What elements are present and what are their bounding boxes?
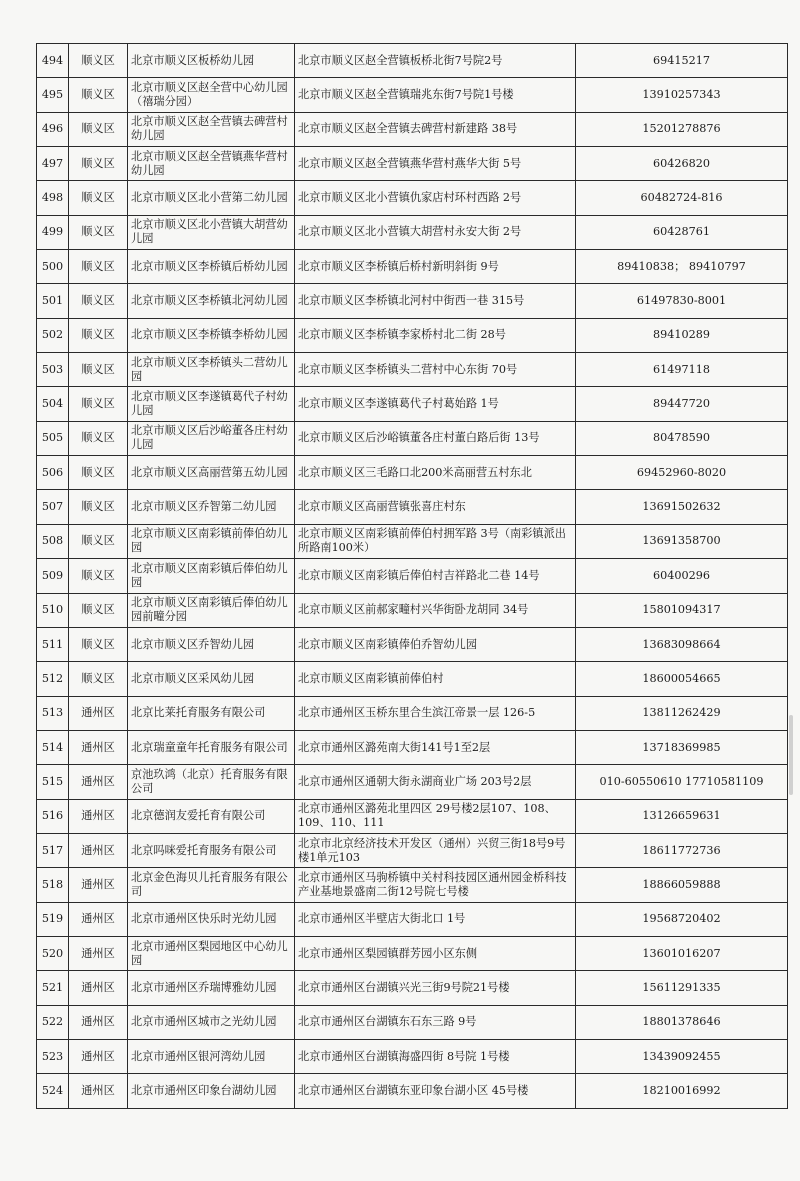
row-number: 500 — [37, 250, 69, 284]
row-number: 521 — [37, 971, 69, 1005]
address-cell: 北京市通州区台湖镇东石东三路 9号 — [295, 1005, 576, 1039]
phone-cell: 60426820 — [576, 147, 788, 181]
row-number: 519 — [37, 902, 69, 936]
row-number: 496 — [37, 112, 69, 146]
phone-cell: 89410289 — [576, 318, 788, 352]
district-cell: 顺义区 — [69, 284, 128, 318]
phone-cell: 15201278876 — [576, 112, 788, 146]
phone-cell: 13718369985 — [576, 730, 788, 764]
table-row — [37, 524, 788, 558]
row-number: 505 — [37, 421, 69, 455]
phone-cell: 60428761 — [576, 215, 788, 249]
district-cell: 通州区 — [69, 730, 128, 764]
district-cell: 顺义区 — [69, 147, 128, 181]
row-number: 524 — [37, 1074, 69, 1108]
table-row — [37, 456, 788, 490]
row-number: 516 — [37, 799, 69, 833]
table-row — [37, 112, 788, 146]
scrollbar[interactable] — [789, 715, 793, 795]
address-cell: 北京市通州区通朝大街永湖商业广场 203号2层 — [295, 765, 576, 799]
row-number: 501 — [37, 284, 69, 318]
address-cell: 北京市顺义区李桥镇头二营村中心东街 70号 — [295, 353, 576, 387]
district-cell: 顺义区 — [69, 490, 128, 524]
address-cell: 北京市顺义区赵全营镇去碑营村新建路 38号 — [295, 112, 576, 146]
table-row — [37, 593, 788, 627]
row-number: 508 — [37, 524, 69, 558]
address-cell: 北京市顺义区北小营镇大胡营村永安大街 2号 — [295, 215, 576, 249]
district-cell: 顺义区 — [69, 662, 128, 696]
row-number: 510 — [37, 593, 69, 627]
institution-name-cell: 北京市通州区梨园地区中心幼儿园 — [128, 936, 295, 970]
district-cell: 顺义区 — [69, 627, 128, 661]
table-row — [37, 44, 788, 78]
institution-name-cell: 北京市顺义区李桥镇后桥幼儿园 — [128, 250, 295, 284]
phone-cell: 13126659631 — [576, 799, 788, 833]
institution-name-cell: 北京市顺义区乔智幼儿园 — [128, 627, 295, 661]
address-cell: 北京市顺义区三毛路口北200米高丽营五村东北 — [295, 456, 576, 490]
district-cell: 顺义区 — [69, 78, 128, 112]
address-cell: 北京市通州区潞苑南大街141号1至2层 — [295, 730, 576, 764]
district-cell: 通州区 — [69, 936, 128, 970]
institution-name-cell: 京池玖鸿（北京）托育服务有限公司 — [128, 765, 295, 799]
district-cell: 顺义区 — [69, 559, 128, 593]
phone-cell: 13683098664 — [576, 627, 788, 661]
address-cell: 北京市北京经济技术开发区（通州）兴贸三街18号9号楼1单元103 — [295, 833, 576, 867]
phone-cell: 13601016207 — [576, 936, 788, 970]
table-row — [37, 662, 788, 696]
phone-cell: 15801094317 — [576, 593, 788, 627]
phone-cell: 13811262429 — [576, 696, 788, 730]
address-cell: 北京市顺义区赵全营镇燕华营村燕华大街 5号 — [295, 147, 576, 181]
table-row — [37, 833, 788, 867]
row-number: 504 — [37, 387, 69, 421]
phone-cell: 89447720 — [576, 387, 788, 421]
table-row — [37, 78, 788, 112]
table-row — [37, 765, 788, 799]
address-cell: 北京市顺义区赵全营镇瑞兆东街7号院1号楼 — [295, 78, 576, 112]
row-number: 511 — [37, 627, 69, 661]
address-cell: 北京市顺义区南彩镇前俸伯村拥军路 3号（南彩镇派出所路南100米） — [295, 524, 576, 558]
district-cell: 顺义区 — [69, 456, 128, 490]
address-cell: 北京市顺义区李遂镇葛代子村葛始路 1号 — [295, 387, 576, 421]
institution-name-cell: 北京市顺义区高丽营第五幼儿园 — [128, 456, 295, 490]
institution-name-cell: 北京市顺义区板桥幼儿园 — [128, 44, 295, 78]
row-number: 507 — [37, 490, 69, 524]
table-row — [37, 799, 788, 833]
row-number: 520 — [37, 936, 69, 970]
district-cell: 顺义区 — [69, 112, 128, 146]
address-cell: 北京市通州区台湖镇东亚印象台湖小区 45号楼 — [295, 1074, 576, 1108]
table-row — [37, 868, 788, 902]
table-row — [37, 284, 788, 318]
row-number: 512 — [37, 662, 69, 696]
district-cell: 通州区 — [69, 799, 128, 833]
phone-cell: 89410838； 89410797 — [576, 250, 788, 284]
phone-cell: 010-60550610 17710581109 — [576, 765, 788, 799]
institution-name-cell: 北京比莱托育服务有限公司 — [128, 696, 295, 730]
institution-name-cell: 北京市顺义区李遂镇葛代子村幼儿园 — [128, 387, 295, 421]
institution-name-cell: 北京瑞童童年托育服务有限公司 — [128, 730, 295, 764]
district-cell: 顺义区 — [69, 353, 128, 387]
phone-cell: 19568720402 — [576, 902, 788, 936]
district-cell: 顺义区 — [69, 318, 128, 352]
row-number: 495 — [37, 78, 69, 112]
district-cell: 顺义区 — [69, 421, 128, 455]
phone-cell: 69452960-8020 — [576, 456, 788, 490]
row-number: 515 — [37, 765, 69, 799]
row-number: 498 — [37, 181, 69, 215]
address-cell: 北京市顺义区李桥镇北河村中街西一巷 315号 — [295, 284, 576, 318]
phone-cell: 60400296 — [576, 559, 788, 593]
table-row — [37, 250, 788, 284]
institution-name-cell: 北京市顺义区赵全营镇燕华营村幼儿园 — [128, 147, 295, 181]
phone-cell: 69415217 — [576, 44, 788, 78]
institution-name-cell: 北京市顺义区李桥镇李桥幼儿园 — [128, 318, 295, 352]
address-cell: 北京市通州区梨园镇群芳园小区东侧 — [295, 936, 576, 970]
kindergarten-table — [36, 43, 788, 1109]
district-cell: 顺义区 — [69, 250, 128, 284]
phone-cell: 15611291335 — [576, 971, 788, 1005]
district-cell: 顺义区 — [69, 524, 128, 558]
table-row — [37, 1005, 788, 1039]
institution-name-cell: 北京市顺义区赵全营镇去碑营村幼儿园 — [128, 112, 295, 146]
phone-cell: 13691502632 — [576, 490, 788, 524]
row-number: 509 — [37, 559, 69, 593]
table-row — [37, 215, 788, 249]
row-number: 506 — [37, 456, 69, 490]
district-cell: 通州区 — [69, 765, 128, 799]
institution-name-cell: 北京市通州区银河湾幼儿园 — [128, 1039, 295, 1073]
address-cell: 北京市通州区马驹桥镇中关村科技园区通州园金桥科技产业基地景盛南二街12号院七号楼 — [295, 868, 576, 902]
institution-name-cell: 北京市顺义区北小营第二幼儿园 — [128, 181, 295, 215]
district-cell: 通州区 — [69, 902, 128, 936]
address-cell: 北京市顺义区南彩镇俸伯乔智幼儿园 — [295, 627, 576, 661]
row-number: 513 — [37, 696, 69, 730]
table-body — [37, 44, 788, 1109]
address-cell: 北京市通州区台湖镇海盛四街 8号院 1号楼 — [295, 1039, 576, 1073]
table-row — [37, 490, 788, 524]
phone-cell: 18611772736 — [576, 833, 788, 867]
institution-name-cell: 北京吗咪爱托育服务有限公司 — [128, 833, 295, 867]
institution-name-cell: 北京市通州区印象台湖幼儿园 — [128, 1074, 295, 1108]
address-cell: 北京市顺义区高丽营镇张喜庄村东 — [295, 490, 576, 524]
table-row — [37, 421, 788, 455]
institution-name-cell: 北京市顺义区南彩镇后俸伯幼儿园 — [128, 559, 295, 593]
table-row — [37, 1039, 788, 1073]
district-cell: 顺义区 — [69, 44, 128, 78]
address-cell: 北京市顺义区李桥镇李家桥村北二街 28号 — [295, 318, 576, 352]
institution-name-cell: 北京市顺义区南彩镇后俸伯幼儿园前疃分园 — [128, 593, 295, 627]
row-number: 499 — [37, 215, 69, 249]
address-cell: 北京市通州区潞苑北里四区 29号楼2层107、108、109、110、111 — [295, 799, 576, 833]
row-number: 497 — [37, 147, 69, 181]
district-cell: 通州区 — [69, 833, 128, 867]
institution-name-cell: 北京市顺义区李桥镇北河幼儿园 — [128, 284, 295, 318]
phone-cell: 18866059888 — [576, 868, 788, 902]
district-cell: 顺义区 — [69, 593, 128, 627]
institution-name-cell: 北京市通州区城市之光幼儿园 — [128, 1005, 295, 1039]
table-row — [37, 181, 788, 215]
phone-cell: 13439092455 — [576, 1039, 788, 1073]
table-row — [37, 353, 788, 387]
phone-cell: 13691358700 — [576, 524, 788, 558]
institution-name-cell: 北京市顺义区采风幼儿园 — [128, 662, 295, 696]
address-cell: 北京市通州区台湖镇兴光三街9号院21号楼 — [295, 971, 576, 1005]
district-cell: 通州区 — [69, 696, 128, 730]
district-cell: 顺义区 — [69, 215, 128, 249]
phone-cell: 18210016992 — [576, 1074, 788, 1108]
institution-name-cell: 北京金色海贝儿托育服务有限公司 — [128, 868, 295, 902]
table-row — [37, 730, 788, 764]
table-row — [37, 627, 788, 661]
address-cell: 北京市顺义区后沙峪镇董各庄村董白路后街 13号 — [295, 421, 576, 455]
table-row — [37, 559, 788, 593]
address-cell: 北京市顺义区北小营镇仇家店村环村西路 2号 — [295, 181, 576, 215]
address-cell: 北京市顺义区赵全营镇板桥北街7号院2号 — [295, 44, 576, 78]
row-number: 502 — [37, 318, 69, 352]
district-cell: 顺义区 — [69, 387, 128, 421]
phone-cell: 61497830-8001 — [576, 284, 788, 318]
phone-cell: 61497118 — [576, 353, 788, 387]
phone-cell: 80478590 — [576, 421, 788, 455]
row-number: 523 — [37, 1039, 69, 1073]
table-row — [37, 696, 788, 730]
row-number: 517 — [37, 833, 69, 867]
institution-name-cell: 北京市顺义区后沙峪董各庄村幼儿园 — [128, 421, 295, 455]
table-row — [37, 147, 788, 181]
address-cell: 北京市顺义区李桥镇后桥村新明斜街 9号 — [295, 250, 576, 284]
row-number: 514 — [37, 730, 69, 764]
district-cell: 通州区 — [69, 971, 128, 1005]
address-cell: 北京市通州区半壁店大街北口 1号 — [295, 902, 576, 936]
institution-name-cell: 北京市顺义区乔智第二幼儿园 — [128, 490, 295, 524]
address-cell: 北京市顺义区南彩镇后俸伯村吉祥路北二巷 14号 — [295, 559, 576, 593]
district-cell: 通州区 — [69, 1005, 128, 1039]
row-number: 503 — [37, 353, 69, 387]
phone-cell: 13910257343 — [576, 78, 788, 112]
row-number: 518 — [37, 868, 69, 902]
institution-name-cell: 北京市通州区快乐时光幼儿园 — [128, 902, 295, 936]
row-number: 522 — [37, 1005, 69, 1039]
table-row — [37, 936, 788, 970]
phone-cell: 60482724-816 — [576, 181, 788, 215]
institution-name-cell: 北京市顺义区李桥镇头二营幼儿园 — [128, 353, 295, 387]
institution-name-cell: 北京市顺义区南彩镇前俸伯幼儿园 — [128, 524, 295, 558]
address-cell: 北京市通州区玉桥东里合生滨江帝景一层 126-5 — [295, 696, 576, 730]
row-number: 494 — [37, 44, 69, 78]
table-row — [37, 1074, 788, 1108]
district-cell: 通州区 — [69, 1039, 128, 1073]
institution-name-cell: 北京德润友爱托育有限公司 — [128, 799, 295, 833]
table-row — [37, 971, 788, 1005]
address-cell: 北京市顺义区前郝家疃村兴华街卧龙胡同 34号 — [295, 593, 576, 627]
institution-name-cell: 北京市顺义区北小营镇大胡营幼儿园 — [128, 215, 295, 249]
table-row — [37, 387, 788, 421]
phone-cell: 18600054665 — [576, 662, 788, 696]
phone-cell: 18801378646 — [576, 1005, 788, 1039]
district-cell: 通州区 — [69, 868, 128, 902]
table-row — [37, 318, 788, 352]
institution-name-cell: 北京市通州区乔瑞博雅幼儿园 — [128, 971, 295, 1005]
address-cell: 北京市顺义区南彩镇前俸伯村 — [295, 662, 576, 696]
institution-name-cell: 北京市顺义区赵全营中心幼儿园（禧瑞分园） — [128, 78, 295, 112]
table-row — [37, 902, 788, 936]
district-cell: 顺义区 — [69, 181, 128, 215]
district-cell: 通州区 — [69, 1074, 128, 1108]
